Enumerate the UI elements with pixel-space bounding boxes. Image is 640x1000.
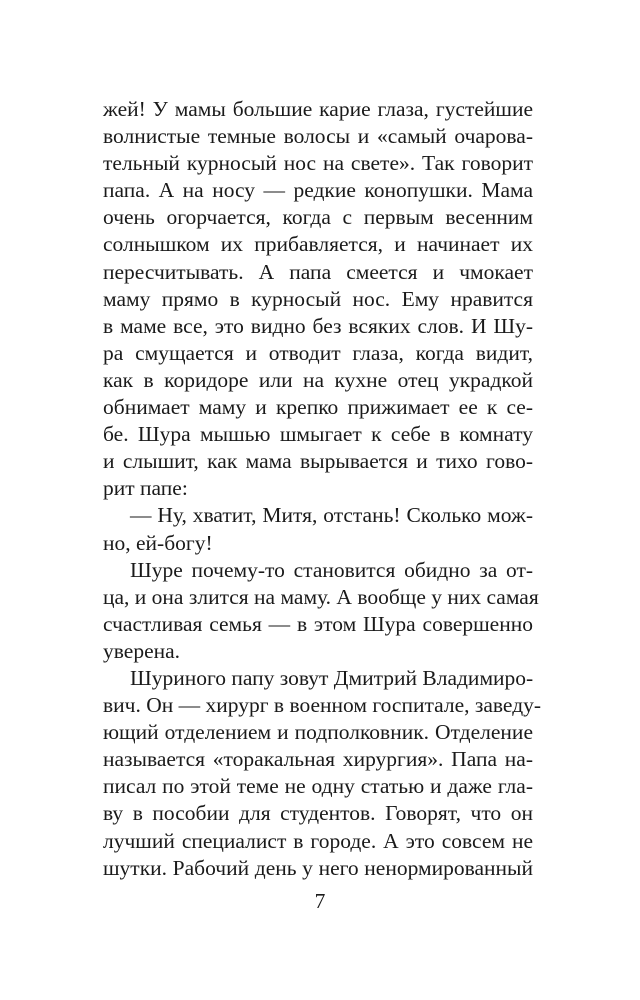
- text-line: лучший специалист в городе. А это совсем не: [103, 828, 533, 853]
- text-line: Шуре почему-то становится обидно за от-: [130, 557, 533, 582]
- text-line: шутки. Рабочий день у него ненормированный: [103, 855, 533, 880]
- text-line: вич. Он — хирург в военном госпитале, заведу-: [103, 693, 542, 718]
- text-line: Шуриного папу зовут Дмитрий Владимиро-: [130, 665, 534, 690]
- text-line: тельный курносый нос на свете». Так говорит: [103, 151, 533, 176]
- page-number: 7: [314, 889, 326, 913]
- text-line: ца, и она злится на маму. А вообще у них самая: [103, 584, 539, 609]
- text-line: солнышком их прибавляется, и начинает их: [103, 232, 533, 257]
- text-line: волнистые темные волосы и «самый очарова-: [103, 124, 533, 149]
- text-line: уверена.: [103, 638, 181, 663]
- text-line: пересчитывать. А папа смеется и чмокает: [103, 259, 533, 284]
- text-line: ющий отделением и подполковник. Отделение: [103, 720, 533, 745]
- text-line: но, ей-богу!: [103, 530, 213, 555]
- text-line: в маме все, это видно без всяких слов. И Шу-: [103, 313, 533, 338]
- text-line: как в коридоре или на кухне отец украдкой: [103, 367, 533, 392]
- text-line: очень огорчается, когда с первым весенним: [103, 205, 533, 230]
- text-line: называется «торакальная хирургия». Папа на-: [103, 747, 533, 772]
- text-line: — Ну, хватит, Митя, отстань! Сколько мож-: [130, 503, 533, 528]
- text-line: ра смущается и отводит глаза, когда видит,: [103, 340, 533, 365]
- text-line: маму прямо в курносый нос. Ему нравится: [103, 286, 533, 311]
- text-line: счастливая семья — в этом Шура совершенно: [103, 611, 533, 636]
- text-line: обнимает маму и крепко прижимает ее к се-: [103, 395, 533, 420]
- text-line: ву в пособии для студентов. Говорят, что он: [103, 801, 533, 826]
- text-line: и слышит, как мама вырывается и тихо гово-: [103, 449, 533, 474]
- body-text: [103, 96, 542, 882]
- text-line: рит папе:: [103, 476, 188, 501]
- text-line: жей! У мамы большие карие глаза, густейшие: [103, 97, 533, 121]
- text-line: писал по этой теме не одну статью и даже гла-: [103, 774, 533, 799]
- text-line: бе. Шура мышью шмыгает к себе в комнату: [103, 422, 533, 447]
- text-line: папа. А на носу — редкие конопушки. Мама: [103, 178, 533, 203]
